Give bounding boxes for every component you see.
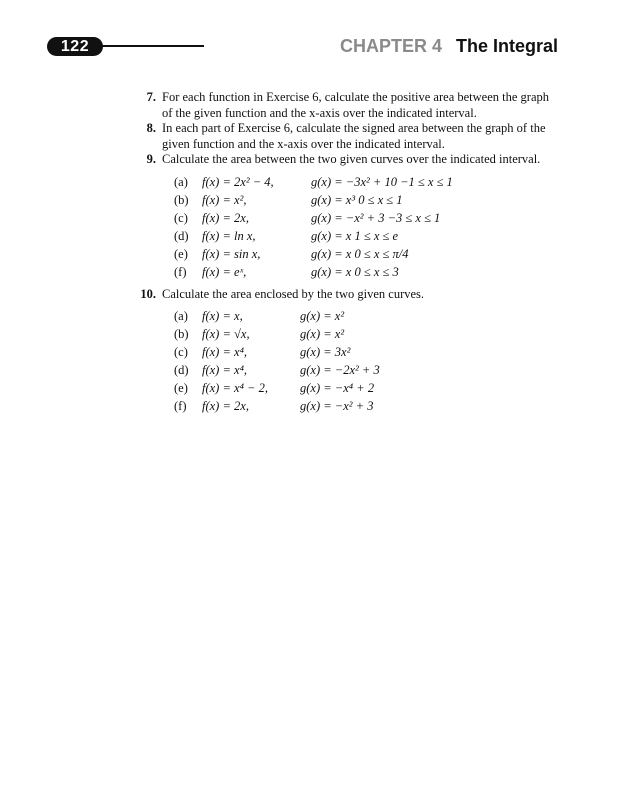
exercise-number: 10. [140, 286, 156, 301]
part-label: (a) [174, 309, 188, 323]
chapter-heading [340, 36, 558, 57]
function-f: f(x) = x⁴, [202, 345, 248, 359]
function-f: f(x) = x², [202, 192, 247, 207]
list-item [174, 209, 620, 227]
function-f: f(x) = 2x, [202, 399, 249, 413]
exercise-7 [146, 90, 562, 121]
list-item [174, 361, 620, 379]
list-item [174, 227, 620, 245]
exercise-number: 8. [146, 121, 156, 135]
function-g: g(x) = −x² + 3 [300, 399, 374, 413]
exercise-number: 9. [146, 152, 156, 166]
function-f: f(x) = x, [202, 309, 243, 323]
function-f: f(x) = 2x² − 4, [202, 174, 274, 189]
function-f: f(x) = ln x, [202, 228, 256, 243]
exercise-10-parts [174, 307, 620, 415]
page-header [0, 0, 620, 70]
function-f: f(x) = 2x, [202, 210, 249, 225]
exercise-10 [140, 286, 562, 303]
list-item [174, 307, 620, 325]
function-g: g(x) = x² [300, 327, 345, 341]
function-f: f(x) = √x, [202, 327, 250, 341]
list-item [174, 343, 620, 361]
exercise-9 [146, 152, 562, 168]
part-label: (e) [174, 381, 188, 395]
function-f: f(x) = sin x, [202, 246, 261, 261]
part-label: (d) [174, 228, 189, 243]
exercise-text: Calculate the area between the two given curves over the indicated interval. [162, 152, 541, 166]
part-label: (d) [174, 363, 189, 377]
part-label: (b) [174, 192, 189, 207]
list-item [174, 379, 620, 397]
function-g: g(x) = x³ 0 ≤ x ≤ 1 [311, 192, 403, 207]
part-label: (e) [174, 246, 188, 261]
exercise-text: For each function in Exercise 6, calculate the positive area between the graph of the given function and the x-axis over the indicated interval. [162, 90, 549, 120]
exercise-list [0, 90, 620, 421]
part-label: (f) [174, 399, 187, 413]
chapter-label: CHAPTER 4 [339, 36, 442, 56]
function-g: g(x) = x 0 ≤ x ≤ π/4 [311, 246, 409, 261]
function-f: f(x) = eˣ, [202, 264, 247, 279]
part-label: (a) [174, 174, 188, 189]
function-g: g(x) = x 0 ≤ x ≤ 3 [311, 264, 399, 279]
function-f: f(x) = x⁴, [202, 363, 248, 377]
part-label: (b) [174, 327, 189, 341]
list-item [174, 191, 620, 209]
part-label: (c) [174, 210, 188, 225]
list-item [174, 263, 620, 281]
function-g: g(x) = −2x² + 3 [300, 363, 380, 377]
function-g: g(x) = −x² + 3 −3 ≤ x ≤ 1 [311, 210, 441, 225]
function-g: g(x) = x² [300, 309, 345, 323]
chapter-title: The Integral [455, 36, 558, 56]
exercise-text: Calculate the area enclosed by the two given curves. [162, 286, 425, 301]
function-g: g(x) = x 1 ≤ x ≤ e [311, 228, 399, 243]
list-item [174, 325, 620, 343]
exercise-number: 7. [146, 90, 156, 104]
function-g: g(x) = −x⁴ + 2 [300, 381, 375, 395]
list-item [174, 397, 620, 415]
page-number-badge: 122 [47, 37, 103, 56]
list-item [174, 245, 620, 263]
function-g: g(x) = −3x² + 10 −1 ≤ x ≤ 1 [311, 174, 453, 189]
exercise-9-parts [174, 173, 620, 281]
exercise-text: In each part of Exercise 6, calculate the signed area between the graph of the given function and the x-axis over the indicated interval. [162, 121, 546, 151]
list-item [174, 173, 620, 191]
function-f: f(x) = x⁴ − 2, [202, 381, 268, 395]
function-g: g(x) = 3x² [300, 345, 351, 359]
part-label: (f) [174, 264, 187, 279]
part-label: (c) [174, 345, 188, 359]
exercise-8 [146, 121, 562, 152]
header-rule [100, 45, 204, 47]
